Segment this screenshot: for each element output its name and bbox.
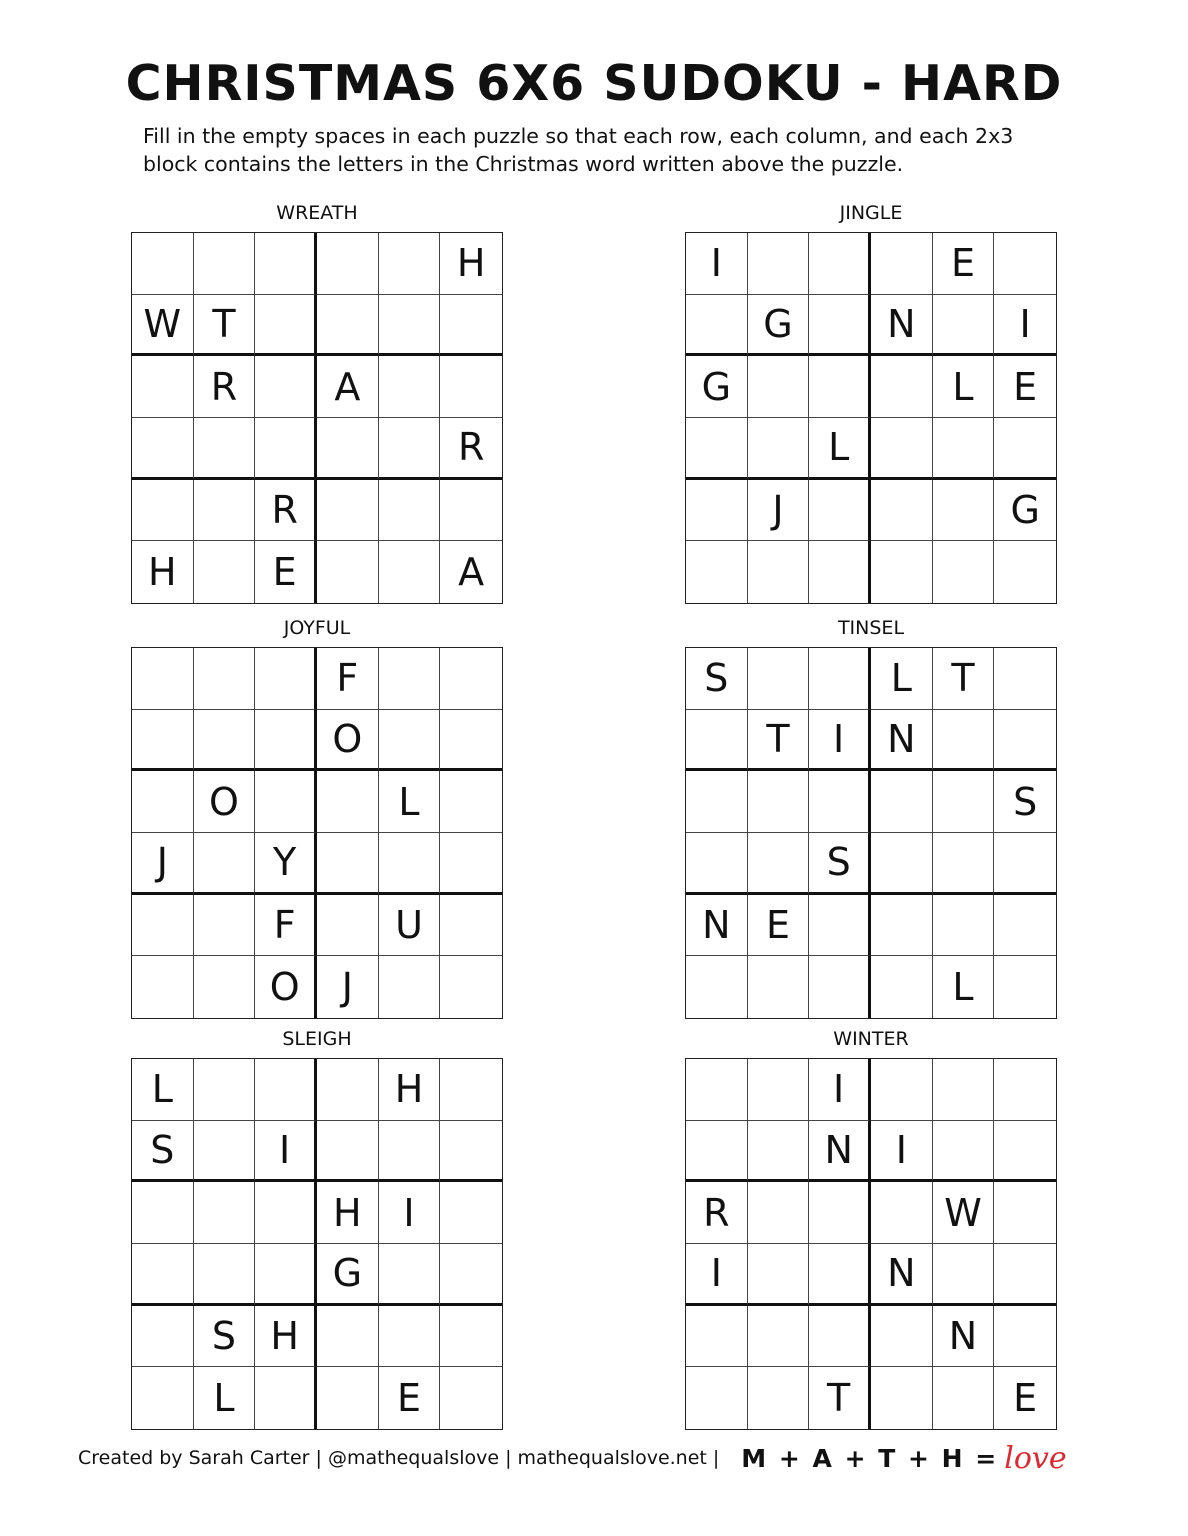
puzzle-word-label: TINSEL — [837, 617, 905, 639]
empty-cell[interactable] — [933, 710, 995, 772]
empty-cell[interactable] — [255, 1367, 317, 1429]
empty-cell[interactable] — [194, 648, 256, 710]
empty-cell[interactable] — [871, 233, 933, 295]
given-cell: N — [809, 1121, 871, 1183]
given-cell: N — [686, 895, 748, 957]
empty-cell[interactable] — [686, 295, 748, 357]
given-cell: H — [440, 233, 502, 295]
given-cell: S — [686, 648, 748, 710]
given-cell: T — [194, 295, 256, 357]
empty-cell[interactable] — [994, 233, 1056, 295]
given-cell: G — [748, 295, 810, 357]
given-cell: L — [871, 648, 933, 710]
empty-cell[interactable] — [440, 1059, 502, 1121]
given-cell: A — [317, 356, 379, 418]
empty-cell[interactable] — [933, 771, 995, 833]
empty-cell[interactable] — [317, 233, 379, 295]
empty-cell[interactable] — [440, 1367, 502, 1429]
empty-cell[interactable] — [871, 771, 933, 833]
empty-cell[interactable] — [194, 833, 256, 895]
given-cell: S — [132, 1121, 194, 1183]
empty-cell[interactable] — [994, 710, 1056, 772]
empty-cell[interactable] — [748, 833, 810, 895]
given-cell: W — [132, 295, 194, 357]
sudoku-grid — [685, 1058, 1057, 1430]
empty-cell[interactable] — [994, 956, 1056, 1018]
empty-cell[interactable] — [809, 648, 871, 710]
given-cell: H — [317, 1182, 379, 1244]
given-cell: N — [871, 295, 933, 357]
empty-cell[interactable] — [379, 356, 441, 418]
given-cell: N — [871, 710, 933, 772]
sudoku-grid — [685, 232, 1057, 604]
empty-cell[interactable] — [809, 295, 871, 357]
empty-cell[interactable] — [871, 541, 933, 603]
empty-cell[interactable] — [255, 418, 317, 480]
empty-cell[interactable] — [748, 1121, 810, 1183]
empty-cell[interactable] — [440, 771, 502, 833]
given-cell: I — [686, 1244, 748, 1306]
empty-cell[interactable] — [132, 480, 194, 542]
empty-cell[interactable] — [994, 1306, 1056, 1368]
empty-cell[interactable] — [255, 295, 317, 357]
empty-cell[interactable] — [748, 356, 810, 418]
given-cell: I — [379, 1182, 441, 1244]
given-cell: L — [809, 418, 871, 480]
instructions: Fill in the empty spaces in each puzzle so that each row, each column, and each 2x3 block contains the letters in the Christmas word written above the puzzle. — [143, 124, 1014, 176]
given-cell: I — [686, 233, 748, 295]
empty-cell[interactable] — [871, 833, 933, 895]
given-cell: R — [440, 418, 502, 480]
empty-cell[interactable] — [933, 833, 995, 895]
empty-cell[interactable] — [809, 356, 871, 418]
empty-cell[interactable] — [440, 710, 502, 772]
empty-cell[interactable] — [317, 295, 379, 357]
logo-love-word: love — [1004, 1440, 1067, 1476]
given-cell: H — [379, 1059, 441, 1121]
footer — [78, 1440, 1138, 1476]
empty-cell[interactable] — [933, 541, 995, 603]
empty-cell[interactable] — [440, 480, 502, 542]
empty-cell[interactable] — [748, 1059, 810, 1121]
empty-cell[interactable] — [194, 1182, 256, 1244]
empty-cell[interactable] — [871, 1059, 933, 1121]
empty-cell[interactable] — [379, 956, 441, 1018]
empty-cell[interactable] — [440, 648, 502, 710]
empty-cell[interactable] — [255, 1182, 317, 1244]
empty-cell[interactable] — [317, 1121, 379, 1183]
empty-cell[interactable] — [933, 1121, 995, 1183]
given-cell: H — [132, 541, 194, 603]
empty-cell[interactable] — [809, 1306, 871, 1368]
given-cell: H — [255, 1306, 317, 1368]
footer-credit: Created by Sarah Carter | @mathequalslove | mathequalslove.net | — [78, 1447, 720, 1469]
empty-cell[interactable] — [748, 541, 810, 603]
empty-cell[interactable] — [440, 1244, 502, 1306]
empty-cell[interactable] — [317, 895, 379, 957]
empty-cell[interactable] — [379, 833, 441, 895]
empty-cell[interactable] — [194, 1059, 256, 1121]
empty-cell[interactable] — [379, 480, 441, 542]
empty-cell[interactable] — [871, 418, 933, 480]
puzzle-word-label: JOYFUL — [283, 617, 351, 639]
sudoku-grid — [685, 647, 1057, 1019]
given-cell: R — [194, 356, 256, 418]
given-cell: O — [317, 710, 379, 772]
given-cell: N — [933, 1306, 995, 1368]
empty-cell[interactable] — [194, 233, 256, 295]
empty-cell[interactable] — [871, 1367, 933, 1429]
empty-cell[interactable] — [440, 1306, 502, 1368]
empty-cell[interactable] — [686, 1059, 748, 1121]
empty-cell[interactable] — [194, 480, 256, 542]
empty-cell[interactable] — [809, 956, 871, 1018]
given-cell: I — [809, 710, 871, 772]
sudoku-grid — [131, 232, 503, 604]
given-cell: L — [132, 1059, 194, 1121]
given-cell: S — [194, 1306, 256, 1368]
given-cell: G — [317, 1244, 379, 1306]
empty-cell[interactable] — [132, 356, 194, 418]
empty-cell[interactable] — [440, 1121, 502, 1183]
empty-cell[interactable] — [440, 895, 502, 957]
given-cell: W — [933, 1182, 995, 1244]
empty-cell[interactable] — [994, 833, 1056, 895]
given-cell: O — [255, 956, 317, 1018]
given-cell: L — [933, 956, 995, 1018]
empty-cell[interactable] — [871, 1182, 933, 1244]
empty-cell[interactable] — [686, 710, 748, 772]
empty-cell[interactable] — [132, 710, 194, 772]
given-cell: T — [933, 648, 995, 710]
given-cell: G — [686, 356, 748, 418]
page-title: CHRISTMAS 6X6 SUDOKU - HARD — [125, 55, 1063, 112]
empty-cell[interactable] — [255, 356, 317, 418]
puzzle-word-label: JINGLE — [839, 202, 903, 224]
given-cell: G — [994, 480, 1056, 542]
given-cell: J — [132, 833, 194, 895]
given-cell: L — [933, 356, 995, 418]
empty-cell[interactable] — [994, 1182, 1056, 1244]
empty-cell[interactable] — [994, 541, 1056, 603]
empty-cell[interactable] — [317, 541, 379, 603]
empty-cell[interactable] — [748, 1244, 810, 1306]
empty-cell[interactable] — [379, 1306, 441, 1368]
empty-cell[interactable] — [317, 1059, 379, 1121]
empty-cell[interactable] — [255, 710, 317, 772]
given-cell: S — [809, 833, 871, 895]
empty-cell[interactable] — [379, 233, 441, 295]
empty-cell[interactable] — [871, 895, 933, 957]
puzzle-word-label: WREATH — [276, 202, 358, 224]
empty-cell[interactable] — [132, 1182, 194, 1244]
empty-cell[interactable] — [194, 956, 256, 1018]
empty-cell[interactable] — [379, 648, 441, 710]
empty-cell[interactable] — [994, 1244, 1056, 1306]
given-cell: F — [255, 895, 317, 957]
given-cell: L — [194, 1367, 256, 1429]
math-equals-love-logo — [741, 1441, 1066, 1476]
sudoku-grid — [131, 1058, 503, 1430]
empty-cell[interactable] — [686, 833, 748, 895]
empty-cell[interactable] — [686, 1121, 748, 1183]
empty-cell[interactable] — [132, 1306, 194, 1368]
empty-cell[interactable] — [994, 648, 1056, 710]
empty-cell[interactable] — [194, 418, 256, 480]
empty-cell[interactable] — [933, 295, 995, 357]
empty-cell[interactable] — [379, 710, 441, 772]
empty-cell[interactable] — [194, 1244, 256, 1306]
empty-cell[interactable] — [132, 771, 194, 833]
given-cell: E — [933, 233, 995, 295]
given-cell: R — [255, 480, 317, 542]
empty-cell[interactable] — [809, 1182, 871, 1244]
empty-cell[interactable] — [871, 480, 933, 542]
given-cell: F — [317, 648, 379, 710]
given-cell: J — [748, 480, 810, 542]
given-cell: E — [379, 1367, 441, 1429]
given-cell: J — [317, 956, 379, 1018]
empty-cell[interactable] — [748, 233, 810, 295]
empty-cell[interactable] — [809, 1244, 871, 1306]
empty-cell[interactable] — [132, 1244, 194, 1306]
puzzle-word-label: WINTER — [833, 1028, 909, 1050]
empty-cell[interactable] — [686, 1367, 748, 1429]
empty-cell[interactable] — [748, 418, 810, 480]
empty-cell[interactable] — [809, 233, 871, 295]
given-cell: E — [748, 895, 810, 957]
empty-cell[interactable] — [132, 233, 194, 295]
empty-cell[interactable] — [686, 480, 748, 542]
empty-cell[interactable] — [686, 1306, 748, 1368]
given-cell: N — [871, 1244, 933, 1306]
empty-cell[interactable] — [317, 480, 379, 542]
empty-cell[interactable] — [933, 1059, 995, 1121]
empty-cell[interactable] — [440, 956, 502, 1018]
empty-cell[interactable] — [748, 1306, 810, 1368]
empty-cell[interactable] — [748, 648, 810, 710]
empty-cell[interactable] — [255, 233, 317, 295]
empty-cell[interactable] — [748, 1182, 810, 1244]
empty-cell[interactable] — [871, 956, 933, 1018]
given-cell: L — [379, 771, 441, 833]
empty-cell[interactable] — [440, 1182, 502, 1244]
empty-cell[interactable] — [194, 710, 256, 772]
empty-cell[interactable] — [686, 956, 748, 1018]
empty-cell[interactable] — [686, 418, 748, 480]
given-cell: R — [686, 1182, 748, 1244]
empty-cell[interactable] — [132, 418, 194, 480]
given-cell: E — [255, 541, 317, 603]
empty-cell[interactable] — [132, 1367, 194, 1429]
given-cell: E — [994, 356, 1056, 418]
given-cell: I — [809, 1059, 871, 1121]
empty-cell[interactable] — [686, 771, 748, 833]
given-cell: A — [458, 550, 485, 595]
empty-cell[interactable] — [317, 833, 379, 895]
empty-cell[interactable] — [994, 1059, 1056, 1121]
empty-cell[interactable] — [686, 541, 748, 603]
empty-cell[interactable] — [255, 648, 317, 710]
empty-cell[interactable] — [809, 480, 871, 542]
empty-cell[interactable] — [317, 1306, 379, 1368]
empty-cell[interactable] — [809, 895, 871, 957]
empty-cell[interactable] — [379, 1244, 441, 1306]
empty-cell[interactable] — [255, 1059, 317, 1121]
empty-cell[interactable] — [994, 1121, 1056, 1183]
empty-cell[interactable] — [379, 1121, 441, 1183]
empty-cell[interactable] — [871, 1306, 933, 1368]
given-cell: S — [994, 771, 1056, 833]
empty-cell[interactable] — [379, 295, 441, 357]
empty-cell[interactable] — [132, 648, 194, 710]
empty-cell[interactable] — [132, 895, 194, 957]
empty-cell[interactable] — [440, 295, 502, 357]
empty-cell[interactable] — [440, 356, 502, 418]
given-cell: I — [255, 1121, 317, 1183]
puzzle-word-label: SLEIGH — [282, 1028, 352, 1050]
empty-cell[interactable] — [317, 1367, 379, 1429]
empty-cell[interactable] — [255, 1244, 317, 1306]
empty-cell[interactable] — [132, 956, 194, 1018]
empty-cell[interactable] — [933, 895, 995, 957]
empty-cell[interactable] — [933, 1367, 995, 1429]
empty-cell[interactable] — [440, 833, 502, 895]
given-cell: E — [1013, 1376, 1038, 1421]
given-cell: Y — [255, 833, 317, 895]
empty-cell[interactable] — [748, 771, 810, 833]
given-cell: U — [379, 895, 441, 957]
empty-cell[interactable] — [809, 541, 871, 603]
empty-cell[interactable] — [809, 771, 871, 833]
given-cell: T — [748, 710, 810, 772]
empty-cell[interactable] — [379, 418, 441, 480]
empty-cell[interactable] — [194, 895, 256, 957]
empty-cell[interactable] — [933, 418, 995, 480]
empty-cell[interactable] — [748, 956, 810, 1018]
empty-cell[interactable] — [748, 1367, 810, 1429]
empty-cell[interactable] — [933, 480, 995, 542]
empty-cell[interactable] — [317, 418, 379, 480]
logo-letters: M + A + T + H = — [741, 1443, 999, 1473]
given-cell: O — [194, 771, 256, 833]
given-cell: T — [809, 1367, 871, 1429]
empty-cell[interactable] — [871, 356, 933, 418]
empty-cell[interactable] — [255, 771, 317, 833]
empty-cell[interactable] — [317, 771, 379, 833]
given-cell: I — [994, 295, 1056, 357]
given-cell: I — [871, 1121, 933, 1183]
empty-cell[interactable] — [933, 1244, 995, 1306]
sudoku-grid — [131, 647, 503, 1019]
empty-cell[interactable] — [379, 541, 441, 603]
empty-cell[interactable] — [194, 541, 256, 603]
empty-cell[interactable] — [994, 895, 1056, 957]
empty-cell[interactable] — [994, 418, 1056, 480]
empty-cell[interactable] — [194, 1121, 256, 1183]
